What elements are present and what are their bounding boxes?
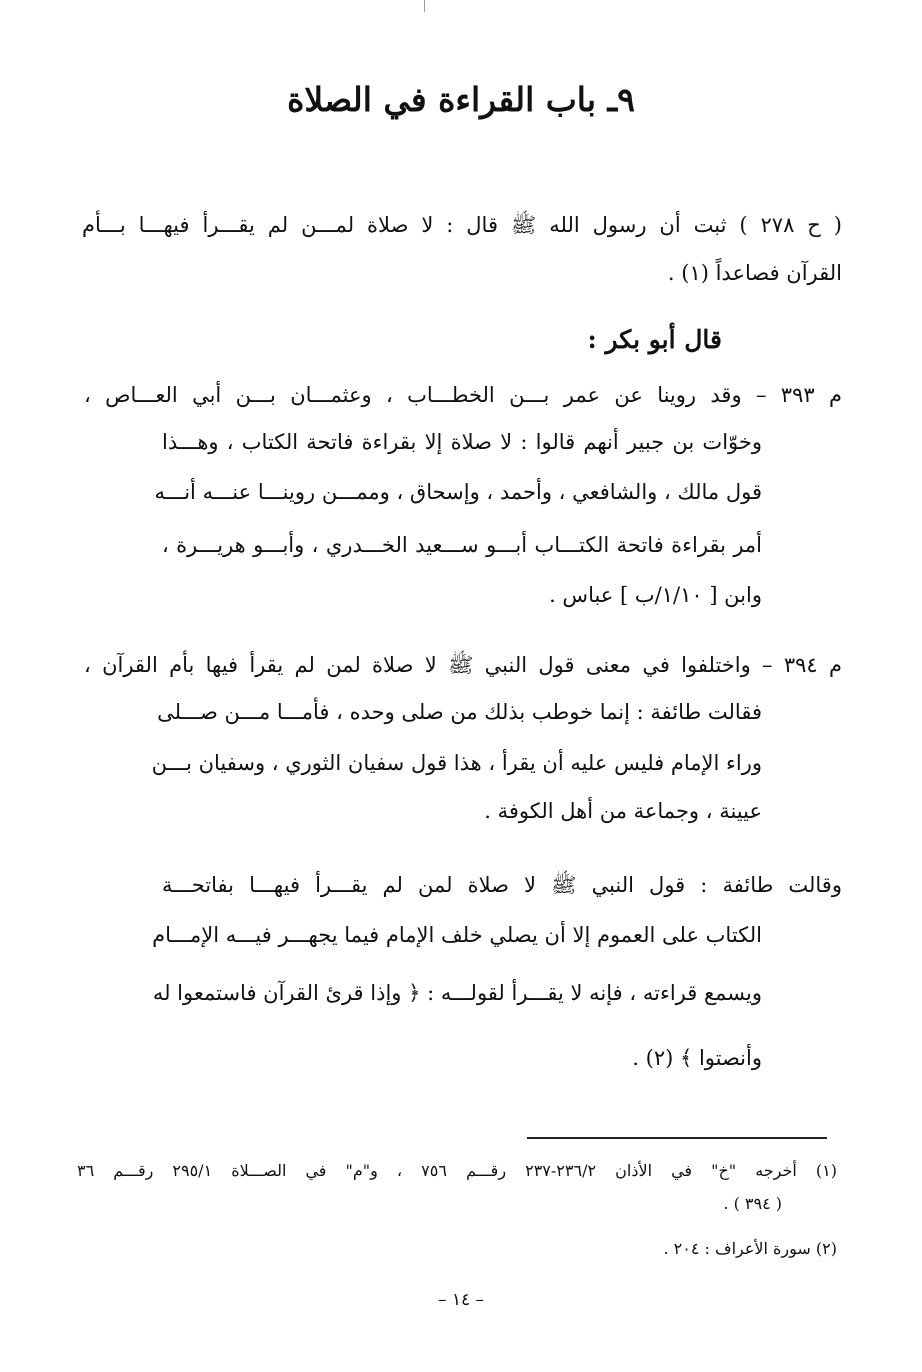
hadith-line-2: القرآن فصاعداً (١) . — [667, 261, 842, 285]
para-395-line-4: وأنصتوا ﴾ (٢) . — [632, 1046, 762, 1070]
hadith-line-1: ( ح ٢٧٨ ) ثبت أن رسول الله ﷺ قال : لا صلاة لمـــن لم يقـــرأ فيهـــا بـــأم — [82, 213, 842, 237]
para-395-line-1: وقالت طائفة : قول النبي ﷺ لا صلاة لمن لم يقـــرأ فيهـــا بفاتحـــة — [162, 873, 842, 897]
para-393-line-3: قول مالك ، والشافعي ، وأحمد ، وإسحاق ، وممـــن روينـــا عنـــه أنـــه — [154, 480, 762, 504]
para-393-line-2: وخوّات بن جبير أنهم قالوا : لا صلاة إلا بقراءة فاتحة الكتاب ، وهـــذا — [162, 430, 762, 454]
footnote-1-line-1: (١) أخرجه "خ" في الأذان ٢٣٦/٢-٢٣٧ رقـــم ٧٥٦ ، و"م" في الصـــلاة ٢٩٥/١ رقـــم ٣٦ — [77, 1161, 837, 1180]
para-395-line-3: ويسمع قراءته ، فإنه لا يقـــرأ لقولـــه : ﴿ وإذا قرئ القرآن فاستمعوا له — [152, 981, 762, 1005]
para-393-line-1: م ٣٩٣ – وقد روينا عن عمر بـــن الخطـــاب ، وعثمـــان بـــن أبي العـــاص ، — [84, 383, 842, 407]
para-393-line-4: أمر بقراءة فاتحة الكتـــاب أبـــو ســـعيد الخـــدري ، وأبـــو هريـــرة ، — [162, 533, 762, 557]
para-394-line-1: م ٣٩٤ – واختلفوا في معنى قول النبي ﷺ لا صلاة لمن لم يقرأ فيها بأم القرآن ، — [84, 653, 842, 677]
para-395-line-2: الكتاب على العموم إلا أن يصلي خلف الإمام فيما يجهـــر فيـــه الإمـــام — [152, 923, 762, 947]
footnote-2: (٢) سورة الأعراف : ٢٠٤ . — [663, 1239, 837, 1258]
para-394-line-4: عيينة ، وجماعة من أهل الكوفة . — [484, 799, 762, 823]
chapter-title: ٩ـ باب القراءة في الصلاة — [287, 80, 635, 119]
footnote-divider — [527, 1137, 827, 1139]
speaker-heading: قال أبو بكر : — [587, 325, 722, 354]
para-394-line-3: وراء الإمام فليس عليه أن يقرأ ، هذا قول سفيان الثوري ، وسفيان بـــن — [151, 751, 762, 775]
para-393-line-5: وابن [ ١/١٠/ب ] عباس . — [549, 583, 762, 607]
footnote-1-line-2: ( ٣٩٤ ) . — [723, 1194, 782, 1213]
scan-mark — [424, 0, 425, 12]
page-number: – ١٤ – — [437, 1290, 485, 1310]
para-394-line-2: فقالت طائفة : إنما خوطب بذلك من صلى وحده ، فأمـــا مـــن صـــلى — [157, 700, 762, 724]
